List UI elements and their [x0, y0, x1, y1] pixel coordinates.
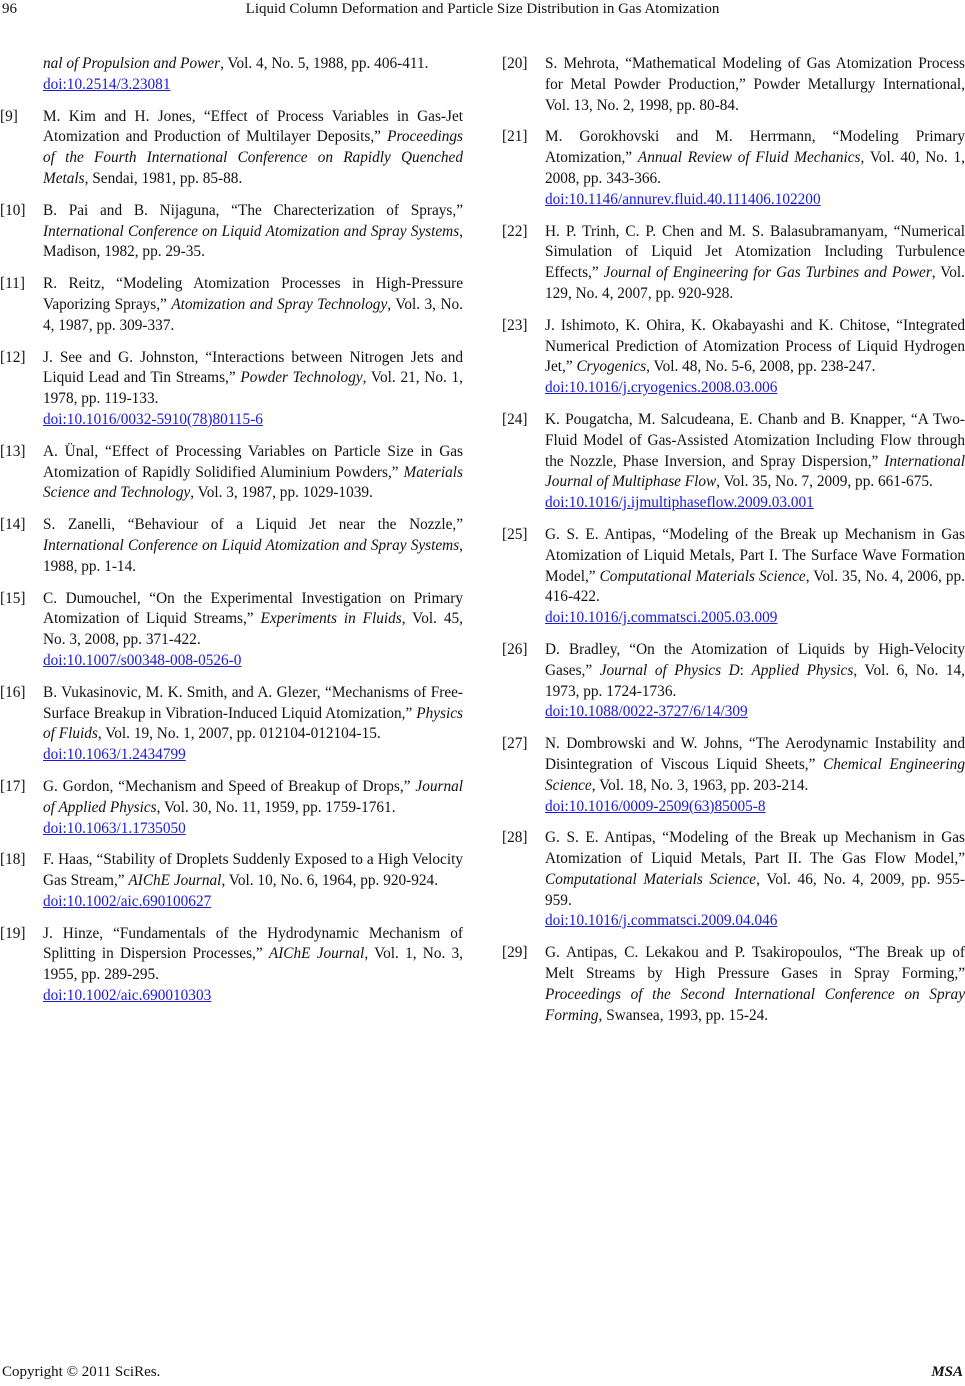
reference-source-title: International Journal of Multiphase Flow: [545, 452, 965, 491]
reference-text-segment: :: [739, 661, 752, 679]
reference-entry: [0, 201, 463, 263]
reference-text-segment: D. Bradley, “On the Atomization of Liquids by High-Velocity Gases,”: [545, 640, 965, 679]
reference-source-title: Annual Review of Fluid Mechanics: [637, 149, 861, 167]
reference-text-segment: , Vol. 3, 1987, pp. 1029-1039.: [190, 484, 373, 502]
reference-text: [545, 829, 965, 908]
doi-link[interactable]: doi:10.1016/j.cryogenics.2008.03.006: [545, 379, 778, 397]
reference-text-segment: B. Vukasinovic, M. K. Smith, and A. Glezer, “Mechanisms of Free-Surface Breakup in Vibration-Induced Liquid Atomization,”: [43, 683, 463, 722]
reference-text-segment: , Vol. 10, No. 6, 1964, pp. 920-924.: [221, 872, 439, 890]
reference-text-segment: N. Dombrowski and W. Johns, “The Aerodynamic Instability and Disintegration of Viscous Liquid Sheets,”: [545, 735, 965, 773]
reference-text-segment: M. Gorokhovski and M. Herrmann, “Modeling Primary Atomization,”: [545, 128, 965, 167]
reference-source-title: Journal of Physics D: [599, 661, 740, 679]
reference-number: [27]: [502, 735, 528, 753]
reference-text-segment: , Vol. 21, No. 1, 1978, pp. 119-133.: [43, 369, 463, 408]
reference-source-title: Journal of Engineering for Gas Turbines and Power: [603, 264, 932, 282]
reference-number: [11]: [0, 275, 25, 293]
reference-text-segment: , Vol. 19, No. 1, 2007, pp. 012104-012104-15.: [97, 725, 381, 743]
reference-text-segment: , Vol. 18, No. 3, 1963, pp. 203-214.: [591, 776, 809, 794]
reference-entry: [0, 850, 463, 912]
reference-source-title: Atomization and Spray Technology: [171, 295, 388, 313]
reference-entry: [502, 640, 965, 723]
reference-text: [43, 684, 463, 743]
reference-text: [545, 223, 965, 302]
reference-source-title: Physics of Fluids: [43, 704, 463, 743]
doi-link[interactable]: doi:10.1016/j.commatsci.2005.03.009: [545, 609, 778, 627]
reference-text: [43, 275, 463, 334]
doi-link[interactable]: doi:10.1016/0032-5910(78)80115-6: [43, 410, 263, 428]
reference-source-title: International Conference on Liquid Atomization and Spray Systems: [43, 536, 460, 554]
reference-text: [545, 317, 965, 376]
reference-source-title: nal of Propulsion and Power: [43, 55, 221, 72]
reference-source-title: Computational Materials Science: [545, 870, 757, 888]
reference-entry: [502, 828, 965, 932]
reference-text: [545, 944, 965, 1023]
reference-number: [17]: [0, 777, 26, 795]
reference-number: [10]: [0, 201, 26, 219]
reference-entry: [0, 54, 463, 96]
reference-text-segment: , Vol. 35, No. 7, 2009, pp. 661-675.: [716, 473, 933, 491]
reference-source-title: Proceedings of the Second International Conference on Spray Forming: [545, 985, 965, 1024]
reference-text-segment: , Vol. 46, No. 4, 2009, pp. 955-959.: [545, 870, 965, 909]
reference-text-segment: B. Pai and B. Nijaguna, “The Charecterization of Sprays,”: [43, 201, 463, 219]
doi-link[interactable]: doi:10.1063/1.1735050: [43, 819, 186, 837]
doi-link[interactable]: doi:10.1002/aic.690010303: [43, 987, 212, 1005]
reference-text: [43, 55, 428, 72]
reference-text-segment: , Vol. 45, No. 3, 2008, pp. 371-422.: [43, 610, 463, 649]
reference-number: [26]: [502, 640, 528, 658]
reference-text-segment: J. Ishimoto, K. Ohira, K. Okabayashi and K. Chitose, “Integrated Numerical Prediction of Atomization Process of Liquid Hydrogen Jet,”: [545, 316, 965, 376]
running-title: Liquid Column Deformation and Particle Size Distribution in Gas Atomization: [245, 1, 720, 17]
reference-text-segment: , Vol. 129, No. 4, 2007, pp. 920-928.: [545, 264, 965, 302]
reference-text-segment: M. Kim and H. Jones, “Effect of Process Variables in Gas-Jet Atomization and Production of Multilayer Deposits,”: [43, 107, 463, 146]
reference-text: [545, 55, 965, 114]
reference-number: [24]: [502, 410, 528, 428]
reference-text: [545, 641, 965, 700]
reference-entry: [502, 525, 965, 629]
reference-entry: [502, 127, 965, 210]
reference-source-title: Cryogenics: [576, 358, 647, 376]
references-left-column: [0, 54, 463, 1018]
reference-source-title: Journal of Applied Physics: [43, 777, 463, 816]
reference-text: [545, 128, 965, 187]
reference-text-segment: G. Gordon, “Mechanism and Speed of Breakup of Drops,”: [43, 777, 416, 795]
reference-source-title: Applied Physics: [751, 661, 854, 679]
reference-entry: [0, 348, 463, 431]
reference-text-segment: , Vol. 35, No. 4, 2006, pp. 416-422.: [545, 567, 965, 606]
doi-link[interactable]: doi:10.1007/s00348-008-0526-0: [43, 651, 242, 669]
reference-entry: [0, 107, 463, 190]
reference-number: [18]: [0, 851, 26, 869]
reference-source-title: AIChE Journal: [128, 872, 222, 890]
doi-link[interactable]: doi:10.1146/annurev.fluid.40.111406.102200: [545, 190, 821, 208]
reference-entry: [502, 222, 965, 305]
copyright-notice: Copyright © 2011 SciRes.: [2, 1364, 161, 1380]
reference-text-segment: G. Antipas, C. Lekakou and P. Tsakiropoulos, “The Break up of Melt Streams by High Pressure Gases in Spray Forming,”: [545, 944, 965, 983]
reference-text: [43, 443, 463, 502]
references-right-column: [502, 54, 965, 1037]
reference-text-segment: , Madison, 1982, pp. 29-35.: [43, 222, 463, 261]
doi-link[interactable]: doi:10.1002/aic.690100627: [43, 892, 212, 910]
reference-text: [43, 202, 463, 261]
reference-source-title: Materials Science and Technology: [43, 463, 463, 502]
reference-entry: [502, 734, 965, 817]
reference-entry: [502, 943, 965, 1026]
reference-text-segment: , Vol. 3, No. 4, 1987, pp. 309-337.: [43, 295, 463, 334]
reference-number: [12]: [0, 348, 26, 366]
reference-text: [43, 349, 463, 408]
reference-text-segment: , Vol. 40, No. 1, 2008, pp. 343-366.: [545, 149, 965, 187]
doi-link[interactable]: doi:10.1016/j.commatsci.2009.04.046: [545, 912, 778, 930]
reference-number: [19]: [0, 924, 26, 942]
reference-number: [14]: [0, 516, 26, 534]
reference-number: [23]: [502, 316, 528, 334]
reference-entry: [0, 442, 463, 504]
reference-text: [545, 526, 965, 605]
reference-text: [545, 735, 965, 794]
reference-number: [15]: [0, 589, 26, 607]
reference-source-title: Powder Technology: [240, 369, 363, 387]
reference-source-title: Proceedings of the Fourth International Conference on Rapidly Quenched Metals: [43, 128, 463, 187]
reference-number: [9]: [0, 107, 18, 125]
reference-text-segment: G. S. E. Antipas, “Modeling of the Break up Mechanism in Gas Atomization of Liquid Metals, Part I. The Surface Wave Formation Model,”: [545, 525, 965, 585]
reference-entry: [0, 683, 463, 766]
reference-number: [25]: [502, 525, 528, 543]
reference-text-segment: , Vol. 4, No. 5, 1988, pp. 406-411.: [220, 55, 429, 72]
reference-text-segment: K. Pougatcha, M. Salcudeana, E. Chanb and B. Knapper, “A Two-Fluid Model of Gas-Assisted Atomization Including Flow through the Nozzle, Phase Inversion, and Spray Dispersion,”: [545, 410, 965, 470]
reference-text-segment: , Swansea, 1993, pp. 15-24.: [598, 1006, 769, 1024]
reference-text-segment: , Vol. 6, No. 14, 1973, pp. 1724-1736.: [545, 661, 965, 700]
reference-text: [43, 851, 463, 889]
reference-source-title: AIChE Journal: [268, 945, 365, 963]
reference-text-segment: , Vol. 48, No. 5-6, 2008, pp. 238-247.: [646, 358, 876, 376]
reference-text-segment: C. Dumouchel, “On the Experimental Investigation on Primary Atomization of Liquid Streams,”: [43, 589, 463, 628]
reference-text: [43, 925, 463, 984]
reference-text-segment: J. Hinze, “Fundamentals of the Hydrodynamic Mechanism of Splitting in Dispersion Processes,”: [43, 924, 463, 963]
reference-text: [43, 778, 463, 816]
reference-entry: [502, 316, 965, 399]
reference-source-title: Experiments in Fluids: [260, 610, 402, 628]
reference-text-segment: S. Zanelli, “Behaviour of a Liquid Jet near the Nozzle,”: [43, 516, 463, 534]
journal-abbreviation: MSA: [931, 1364, 963, 1380]
reference-entry: [0, 777, 463, 839]
reference-number: [13]: [0, 442, 26, 460]
reference-text-segment: J. See and G. Johnston, “Interactions between Nitrogen Jets and Liquid Lead and Tin Streams,”: [43, 348, 463, 387]
reference-text-segment: A. Ünal, “Effect of Processing Variables on Particle Size in Gas Atomization of Rapidly Solidified Aluminium Powders,”: [43, 442, 463, 481]
reference-entry: [502, 54, 965, 116]
reference-entry: [0, 515, 463, 577]
reference-number: [22]: [502, 222, 528, 240]
reference-text: [545, 411, 965, 490]
reference-source-title: Computational Materials Science: [599, 567, 806, 585]
reference-text-segment: R. Reitz, “Modeling Atomization Processes in High-Pressure Vaporizing Sprays,”: [43, 275, 463, 313]
reference-text-segment: , Vol. 30, No. 11, 1959, pp. 1759-1761.: [156, 798, 396, 816]
reference-text-segment: , Sendai, 1981, pp. 85-88.: [84, 169, 243, 187]
reference-text-segment: , Vol. 1, No. 3, 1955, pp. 289-295.: [43, 945, 464, 984]
reference-text-segment: S. Mehrota, “Mathematical Modeling of Gas Atomization Process for Metal Powder Production,” Powder Metallurgy International, Vol. 13, No. 2, 1998, pp. 80-84.: [545, 55, 965, 114]
reference-entry: [0, 274, 463, 336]
reference-text-segment: H. P. Trinh, C. P. Chen and M. S. Balasubramanyam, “Numerical Simulation of Liquid Jet Atomization Including Turbulence Effects,”: [545, 222, 965, 282]
page-header: [0, 0, 965, 20]
page-footer: [0, 1364, 965, 1384]
page-number: 96: [2, 1, 17, 17]
doi-link[interactable]: doi:10.1063/1.2434799: [43, 746, 186, 764]
doi-link[interactable]: doi:10.1016/0009-2509(63)85005-8: [545, 797, 766, 815]
reference-source-title: Chemical Engineering Science: [545, 755, 965, 794]
reference-text-segment: G. S. E. Antipas, “Modeling of the Break up Mechanism in Gas Atomization of Liquid Metals, Part II. The Gas Flow Model,”: [545, 829, 965, 868]
reference-entry: [0, 589, 463, 672]
reference-entry: [502, 410, 965, 514]
reference-number: [28]: [502, 829, 528, 847]
reference-source-title: International Conference on Liquid Atomization and Spray Systems: [43, 222, 460, 240]
reference-number: [29]: [502, 944, 528, 962]
reference-number: [20]: [502, 55, 528, 72]
reference-text-segment: F. Haas, “Stability of Droplets Suddenly Exposed to a High Velocity Gas Stream,”: [43, 851, 463, 890]
doi-link[interactable]: doi:10.1088/0022-3727/6/14/309: [545, 703, 748, 721]
doi-link[interactable]: doi:10.2514/3.23081: [43, 75, 171, 93]
reference-number: [21]: [502, 128, 528, 146]
reference-text: [43, 108, 463, 187]
reference-text-segment: , 1988, pp. 1-14.: [43, 536, 463, 575]
doi-link[interactable]: doi:10.1016/j.ijmultiphaseflow.2009.03.001: [545, 494, 814, 512]
reference-number: [16]: [0, 683, 26, 701]
reference-text: [43, 516, 463, 575]
reference-entry: [0, 924, 463, 1007]
reference-text: [43, 590, 463, 649]
